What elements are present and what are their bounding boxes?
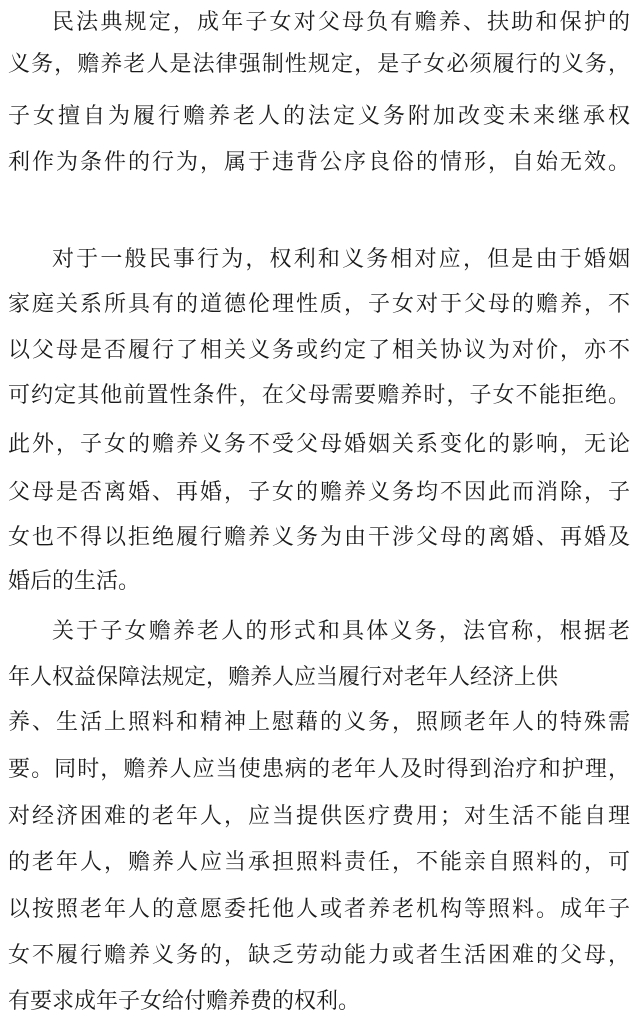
paragraph-line: 义务，赡养老人是法律强制性规定，是子女必须履行的义务， xyxy=(8,52,630,77)
paragraph-line: 此外，子女的赡养义务不受父母婚姻关系变化的影响，无论 xyxy=(8,432,630,457)
paragraph-line: 父母是否离婚、再婚，子女的赡养义务均不因此而消除，子 xyxy=(8,480,630,505)
paragraph-line: 年人权益保障法规定，赡养人应当履行对老年人经济上供 xyxy=(8,665,559,690)
paragraph-line: 以父母是否履行了相关义务或约定了相关协议为对价，亦不 xyxy=(8,338,630,363)
paragraph-line: 有要求成年子女给付赡养费的权利。 xyxy=(8,989,361,1014)
paragraph-line: 民法典规定，成年子女对父母负有赡养、扶助和保护的 xyxy=(52,10,630,35)
paragraph-line: 的老年人，赡养人应当承担照料责任，不能亲自照料的，可 xyxy=(8,850,630,875)
paragraph-line: 女也不得以拒绝履行赡养义务为由干涉父母的离婚、再婚及 xyxy=(8,525,630,550)
paragraph-line: 子女擅自为履行赡养老人的法定义务附加改变未来继承权 xyxy=(8,104,630,129)
paragraph-line: 关于子女赡养老人的形式和具体义务，法官称，根据老 xyxy=(52,619,630,644)
paragraph-line: 对于一般民事行为，权利和义务相对应，但是由于婚姻 xyxy=(52,247,630,272)
paragraph-line: 可约定其他前置性条件，在父母需要赡养时，子女不能拒绝。 xyxy=(8,383,630,408)
paragraph-line: 利作为条件的行为，属于违背公序良俗的情形，自始无效。 xyxy=(8,150,630,175)
paragraph-line: 女不履行赡养义务的，缺乏劳动能力或者生活困难的父母， xyxy=(8,943,630,968)
paragraph-line: 婚后的生活。 xyxy=(8,569,141,594)
paragraph-line: 以按照老年人的意愿委托他人或者养老机构等照料。成年子 xyxy=(8,897,630,922)
paragraph-line: 对经济困难的老年人，应当提供医疗费用；对生活不能自理 xyxy=(8,804,630,829)
paragraph-line: 养、生活上照料和精神上慰藉的义务，照顾老年人的特殊需 xyxy=(8,710,630,735)
paragraph-line: 要。同时，赡养人应当使患病的老年人及时得到治疗和护理， xyxy=(8,757,630,782)
paragraph-line: 家庭关系所具有的道德伦理性质，子女对于父母的赡养，不 xyxy=(8,292,630,317)
